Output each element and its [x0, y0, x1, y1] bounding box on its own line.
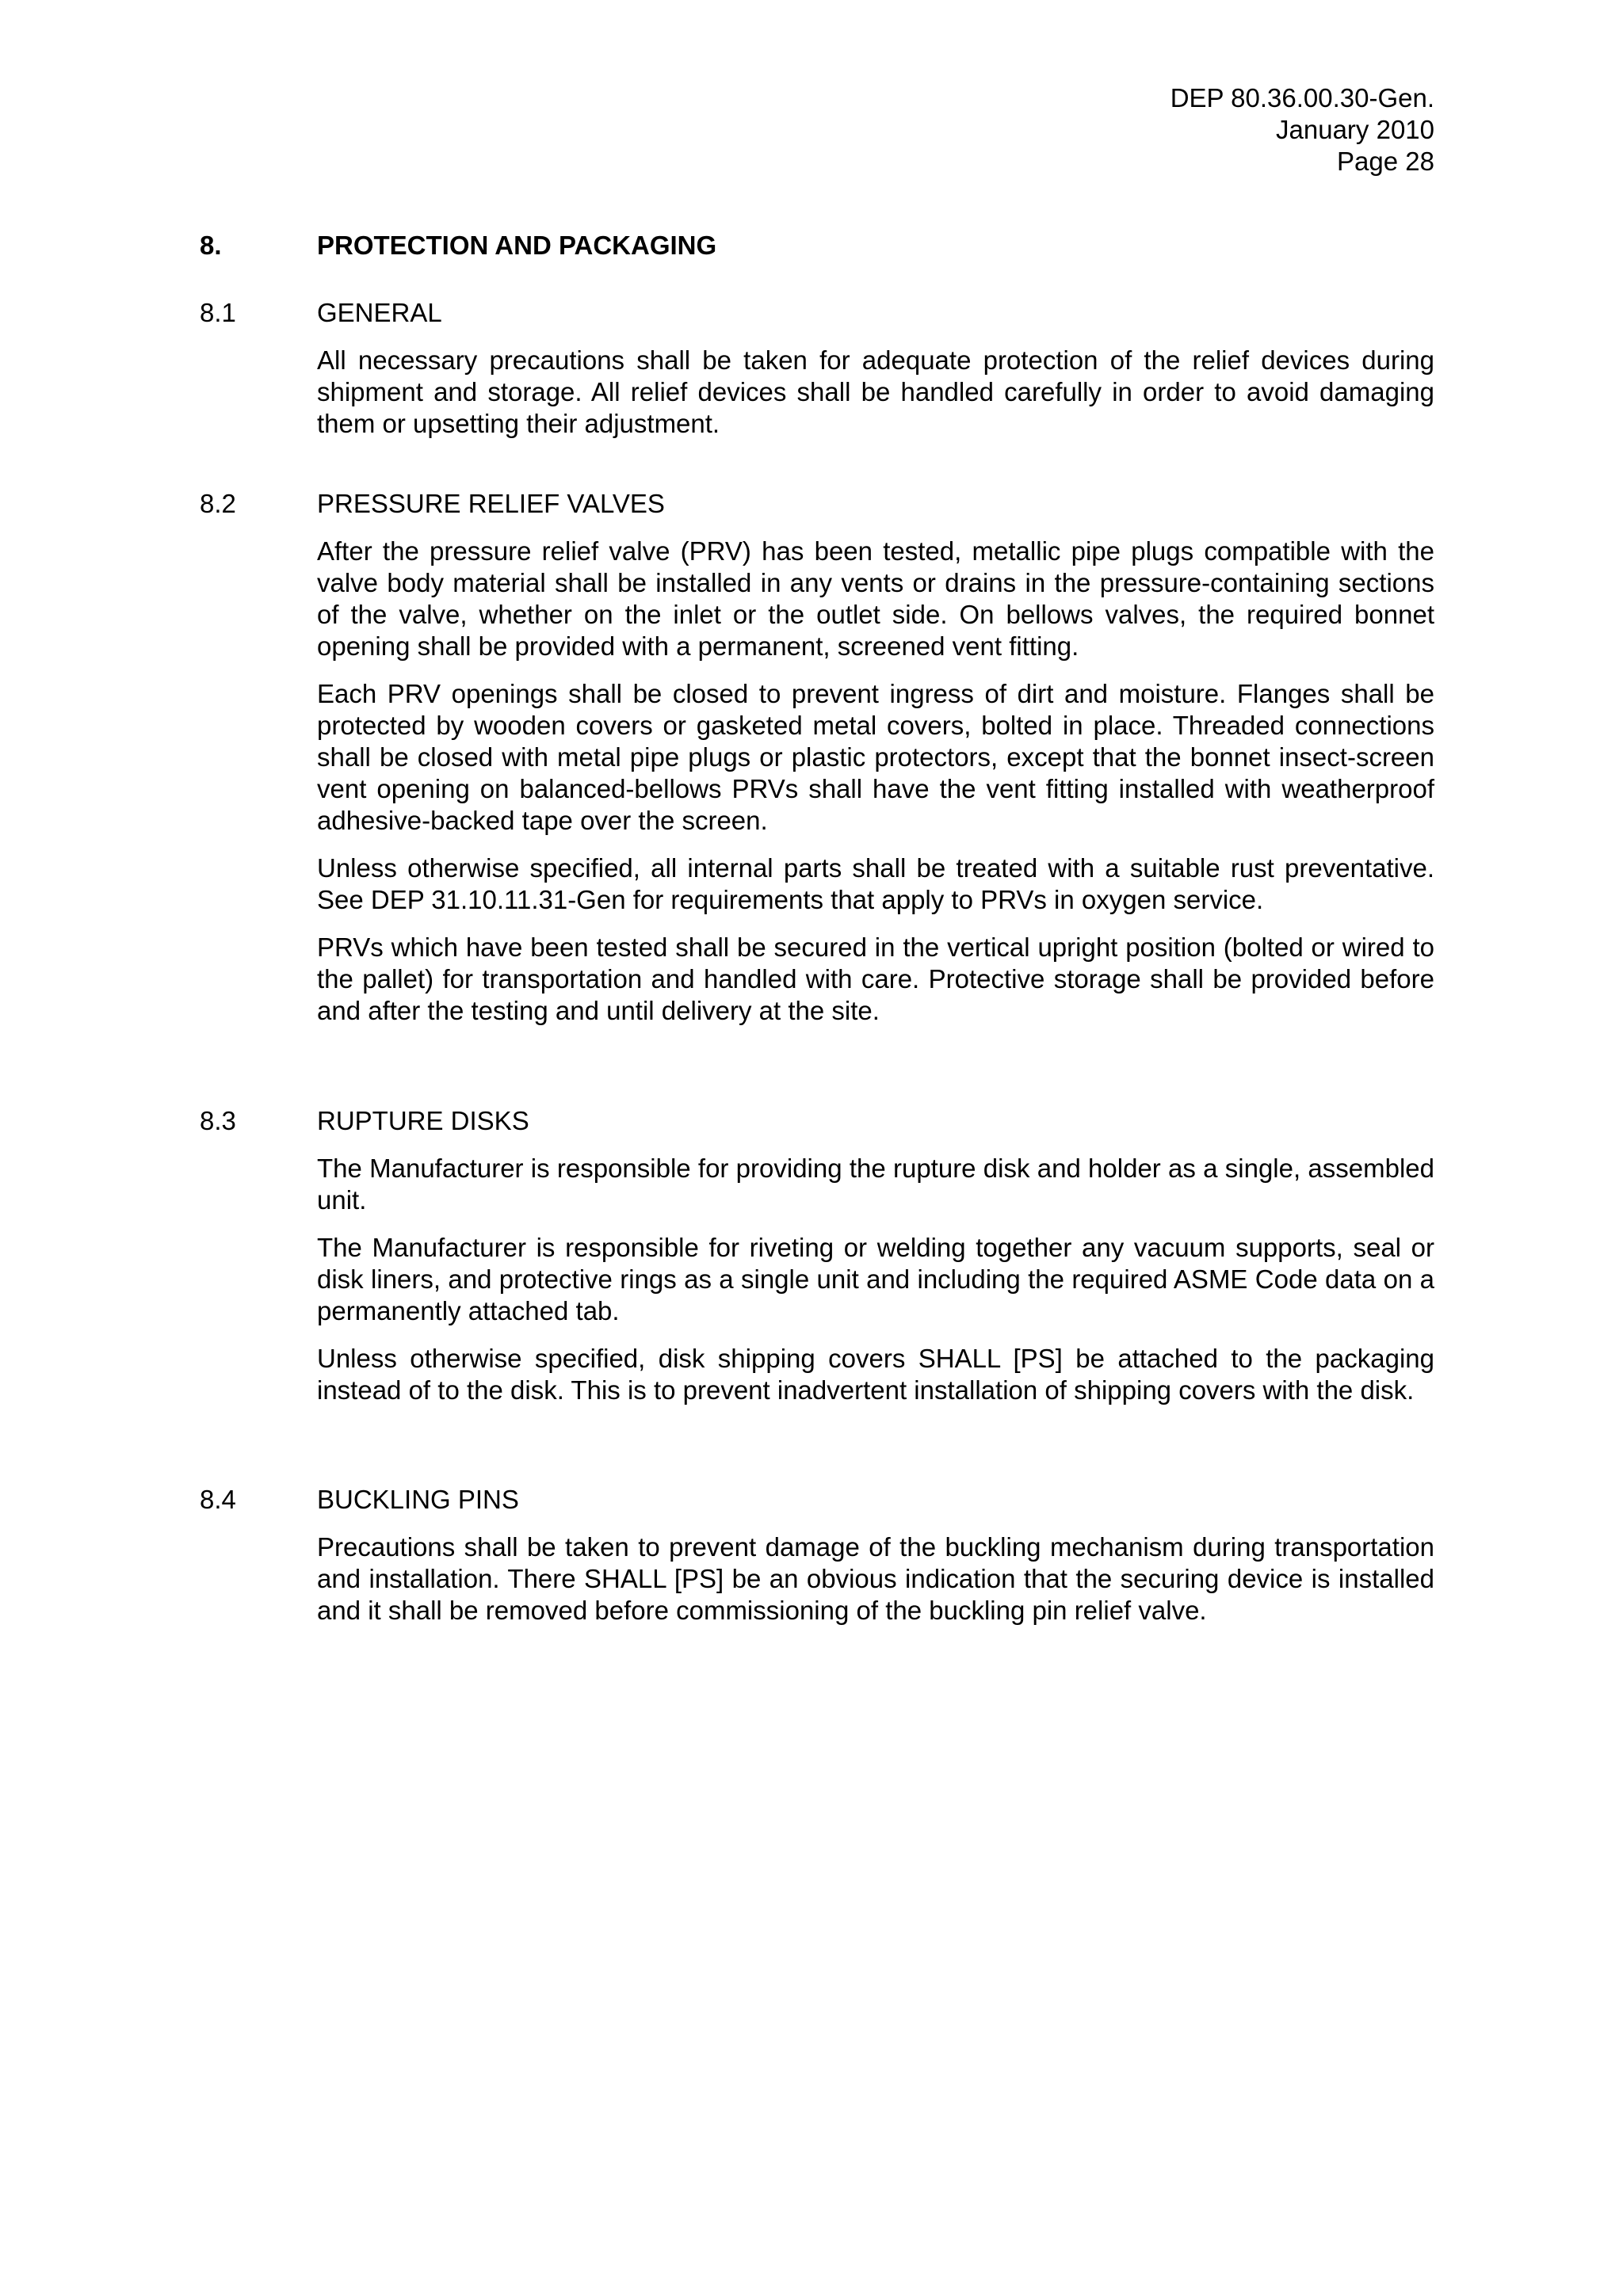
- paragraph: Unless otherwise specified, all internal parts shall be treated with a suitable rust preventative. See DEP 31.10.11.31-Gen for requirements that apply to PRVs in oxygen service.: [317, 853, 1434, 914]
- section-general: [200, 297, 1434, 440]
- section-buckling-pins: [200, 1484, 1434, 1627]
- section-heading: [200, 1105, 1434, 1137]
- section-heading: [200, 488, 1434, 520]
- section-number: 8.2: [200, 489, 236, 518]
- document-id: DEP 80.36.00.30-Gen.: [1170, 83, 1434, 113]
- paragraph: The Manufacturer is responsible for riveting or welding together any vacuum supports, seal or disk liners, and protective rings as a single unit and including the required ASME Code data on a permanently attached tab.: [317, 1233, 1434, 1325]
- section-pressure-relief-valves: [200, 488, 1434, 1027]
- paragraph: Precautions shall be taken to prevent damage of the buckling mechanism during transportation and installation. There SHALL [PS] be an obvious indication that the securing device is installed and it shall be removed before commissioning of the buckling pin relief valve.: [317, 1532, 1434, 1625]
- section-title: RUPTURE DISKS: [317, 1106, 529, 1135]
- paragraph: The Manufacturer is responsible for providing the rupture disk and holder as a single, assembled unit.: [317, 1154, 1434, 1215]
- paragraph: PRVs which have been tested shall be secured in the vertical upright position (bolted or wired to the pallet) for transportation and handled with care. Protective storage shall be provided before and after the testing and until delivery at the site.: [317, 933, 1434, 1025]
- section-number: 8.3: [200, 1106, 236, 1135]
- section-body: [317, 1153, 1434, 1406]
- section-number: 8.4: [200, 1485, 236, 1514]
- section-body: [317, 536, 1434, 1027]
- paragraph: Each PRV openings shall be closed to prevent ingress of dirt and moisture. Flanges shall be protected by wooden covers or gasketed metal covers, bolted in place. Threaded connections shall be closed with metal pipe plugs or plastic protectors, except that the bonnet insect-screen vent opening on balanced-bellows PRVs shall have the vent fitting installed with weatherproof adhesive-backed tape over the screen.: [317, 679, 1434, 835]
- section-rupture-disks: [200, 1105, 1434, 1406]
- page-header: [1170, 82, 1434, 177]
- section-title: PRESSURE RELIEF VALVES: [317, 489, 665, 518]
- section-title: BUCKLING PINS: [317, 1485, 519, 1514]
- chapter-title: PROTECTION AND PACKAGING: [317, 231, 717, 260]
- section-title: GENERAL: [317, 298, 442, 327]
- section-number: 8.1: [200, 298, 236, 327]
- page-number: Page 28: [1337, 147, 1434, 176]
- section-body: [317, 1531, 1434, 1627]
- section-body: [317, 345, 1434, 440]
- chapter-number: 8.: [200, 231, 222, 260]
- document-date: January 2010: [1276, 115, 1434, 144]
- paragraph: All necessary precautions shall be taken for adequate protection of the relief devices during shipment and storage. All relief devices shall be handled carefully in order to avoid damaging them or upsetting their adjustment.: [317, 345, 1434, 438]
- paragraph: Unless otherwise specified, disk shipping covers SHALL [PS] be attached to the packaging instead of to the disk. This is to prevent inadvertent installation of shipping covers with the disk.: [317, 1344, 1434, 1405]
- section-heading: [200, 1484, 1434, 1516]
- section-heading: [200, 297, 1434, 329]
- paragraph: After the pressure relief valve (PRV) has been tested, metallic pipe plugs compatible with the valve body material shall be installed in any vents or drains in the pressure-containing sections of the valve, whether on the inlet or the outlet side. On bellows valves, the required bonnet opening shall be provided with a permanent, screened vent fitting.: [317, 536, 1434, 661]
